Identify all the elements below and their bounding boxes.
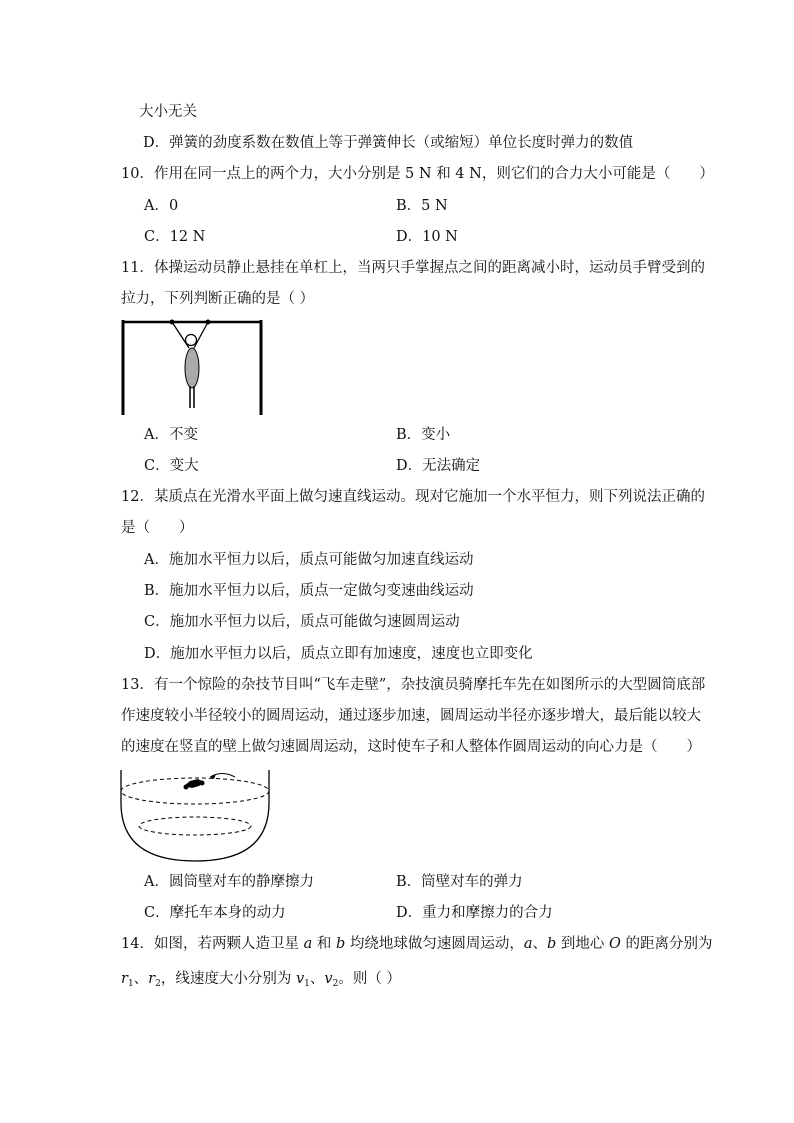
q10-option-a[interactable]: A．0 <box>144 198 179 214</box>
q12-option-a[interactable]: A．施加水平恒力以后，质点可能做匀加速直线运动 <box>144 552 474 568</box>
q11-option-c[interactable]: C．变大 <box>144 458 199 474</box>
q14-stem-line1: 14．如图，若两颗人造卫星 a 和 b 均绕地球做匀速圆周运动，a、b 到地心 O 的距离分别为 <box>121 936 713 952</box>
q12-option-c[interactable]: C．施加水平恒力以后，质点可能做匀速圆周运动 <box>144 614 460 630</box>
q13-option-a[interactable]: A．圆筒壁对车的静摩擦力 <box>144 874 314 890</box>
q10-option-d[interactable]: D．10 N <box>396 229 458 245</box>
q11-option-a[interactable]: A．不变 <box>144 427 198 443</box>
q12-option-d[interactable]: D．施加水平恒力以后，质点立即有加速度，速度也立即变化 <box>144 646 533 662</box>
q12-option-b[interactable]: B．施加水平恒力以后，质点一定做匀变速曲线运动 <box>144 583 474 599</box>
q14-stem-line2: $r_1$、$r_2$，线速度大小分别为 $v_1$、$v_2$。则（ ） <box>121 971 401 989</box>
q11-option-d[interactable]: D．无法确定 <box>396 458 481 474</box>
q13-stem-line1: 13．有一个惊险的杂技节目叫“飞车走壁”，杂技演员骑摩托车先在如图所示的大型圆筒底部 <box>121 677 706 693</box>
prev-option-d[interactable]: D．弹簧的劲度系数在数值上等于弹簧伸长（或缩短）单位长度时弹力的数值 <box>143 135 634 151</box>
gymnast-bar-figure <box>118 316 268 418</box>
q13-stem-line3: 的速度在竖直的壁上做匀速圆周运动，这时使车子和人整体作圆周运动的向心力是（ ） <box>121 739 701 755</box>
q13-stem-line2: 作速度较小半径较小的圆周运动，通过逐步加速，圆周运动半径亦逐步增大，最后能以较大 <box>121 708 701 724</box>
q11-option-b[interactable]: B．变小 <box>396 427 451 443</box>
q12-stem-line1: 12．某质点在光滑水平面上做匀速直线运动。现对它施加一个水平恒力，则下列说法正确的 <box>121 489 705 505</box>
q13-option-d[interactable]: D．重力和摩擦力的合力 <box>396 905 553 921</box>
q13-option-b[interactable]: B．筒壁对车的弹力 <box>396 874 523 890</box>
cylinder-wall-figure <box>116 766 274 866</box>
q10-option-c[interactable]: C．12 N <box>144 229 206 245</box>
q12-stem-line2: 是（ ） <box>121 520 194 536</box>
q11-stem-line1: 11．体操运动员静止悬挂在单杠上，当两只手掌握点之间的距离减小时，运动员手臂受到的 <box>121 260 705 276</box>
q10-stem: 10．作用在同一点上的两个力，大小分别是 5 N 和 4 N，则它们的合力大小可能是（ ） <box>121 166 714 182</box>
q13-option-c[interactable]: C．摩托车本身的动力 <box>144 905 286 921</box>
q11-stem-line2: 拉力，下列判断正确的是（ ） <box>121 291 315 307</box>
prev-option-continuation: 大小无关 <box>139 104 197 120</box>
q10-option-b[interactable]: B．5 N <box>396 198 448 214</box>
